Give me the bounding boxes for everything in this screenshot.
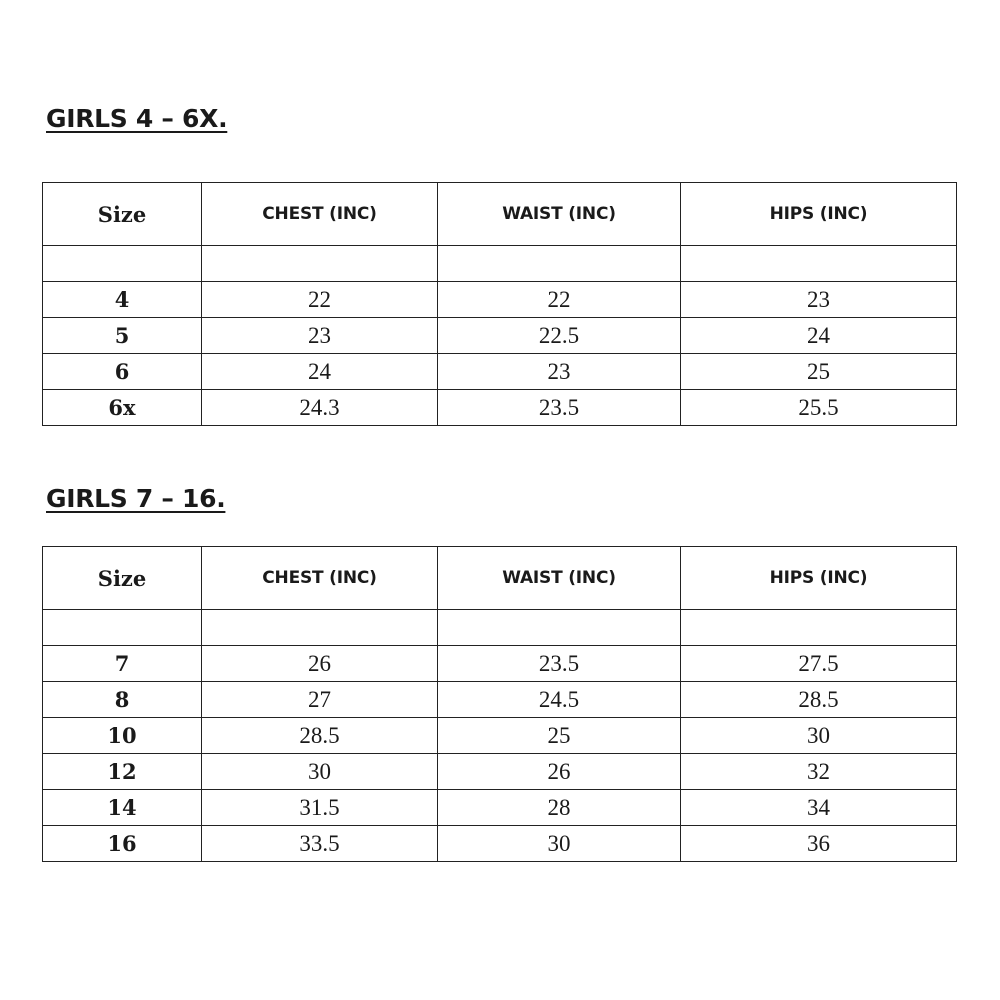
blank-cell: [438, 610, 681, 646]
size-table-girls-4-6x: [42, 182, 957, 426]
waist-cell: 30: [438, 826, 681, 862]
header-waist: WAIST (INC): [438, 547, 681, 610]
table-row: [43, 646, 957, 682]
hips-cell: 24: [681, 318, 957, 354]
table-header-row: [43, 547, 957, 610]
waist-cell: 22: [438, 282, 681, 318]
blank-cell: [438, 246, 681, 282]
size-cell: 8: [43, 682, 202, 718]
hips-cell: 36: [681, 826, 957, 862]
size-cell: 16: [43, 826, 202, 862]
hips-cell: 25.5: [681, 390, 957, 426]
header-waist: WAIST (INC): [438, 183, 681, 246]
chest-cell: 24: [202, 354, 438, 390]
table-row: [43, 826, 957, 862]
table-row: [43, 390, 957, 426]
hips-cell: 28.5: [681, 682, 957, 718]
waist-cell: 26: [438, 754, 681, 790]
size-cell: 6: [43, 354, 202, 390]
header-size: Size: [43, 183, 202, 246]
chest-cell: 33.5: [202, 826, 438, 862]
table-row: [43, 318, 957, 354]
hips-cell: 27.5: [681, 646, 957, 682]
size-cell: 14: [43, 790, 202, 826]
section-title-girls-4-6x: GIRLS 4 – 6X.: [46, 104, 228, 133]
hips-cell: 34: [681, 790, 957, 826]
waist-cell: 23.5: [438, 646, 681, 682]
header-chest: CHEST (INC): [202, 547, 438, 610]
chest-cell: 30: [202, 754, 438, 790]
table-row: [43, 682, 957, 718]
blank-cell: [681, 246, 957, 282]
waist-cell: 23.5: [438, 390, 681, 426]
table-blank-row: [43, 246, 957, 282]
header-chest: CHEST (INC): [202, 183, 438, 246]
blank-cell: [43, 246, 202, 282]
chest-cell: 31.5: [202, 790, 438, 826]
waist-cell: 25: [438, 718, 681, 754]
table-row: [43, 790, 957, 826]
blank-cell: [202, 246, 438, 282]
hips-cell: 25: [681, 354, 957, 390]
chest-cell: 23: [202, 318, 438, 354]
blank-cell: [681, 610, 957, 646]
chest-cell: 22: [202, 282, 438, 318]
waist-cell: 28: [438, 790, 681, 826]
chest-cell: 28.5: [202, 718, 438, 754]
table-row: [43, 754, 957, 790]
waist-cell: 24.5: [438, 682, 681, 718]
waist-cell: 23: [438, 354, 681, 390]
chest-cell: 24.3: [202, 390, 438, 426]
blank-cell: [43, 610, 202, 646]
size-cell: 12: [43, 754, 202, 790]
section-title-girls-7-16: GIRLS 7 – 16.: [46, 484, 226, 513]
size-table-girls-7-16: [42, 546, 957, 862]
size-cell: 7: [43, 646, 202, 682]
table-blank-row: [43, 610, 957, 646]
blank-cell: [202, 610, 438, 646]
size-cell: 6x: [43, 390, 202, 426]
table-row: [43, 282, 957, 318]
header-size: Size: [43, 547, 202, 610]
table-row: [43, 718, 957, 754]
size-cell: 4: [43, 282, 202, 318]
waist-cell: 22.5: [438, 318, 681, 354]
hips-cell: 23: [681, 282, 957, 318]
table-row: [43, 354, 957, 390]
hips-cell: 30: [681, 718, 957, 754]
header-hips: HIPS (INC): [681, 183, 957, 246]
chest-cell: 26: [202, 646, 438, 682]
size-cell: 10: [43, 718, 202, 754]
size-cell: 5: [43, 318, 202, 354]
header-hips: HIPS (INC): [681, 547, 957, 610]
hips-cell: 32: [681, 754, 957, 790]
table-header-row: [43, 183, 957, 246]
chest-cell: 27: [202, 682, 438, 718]
